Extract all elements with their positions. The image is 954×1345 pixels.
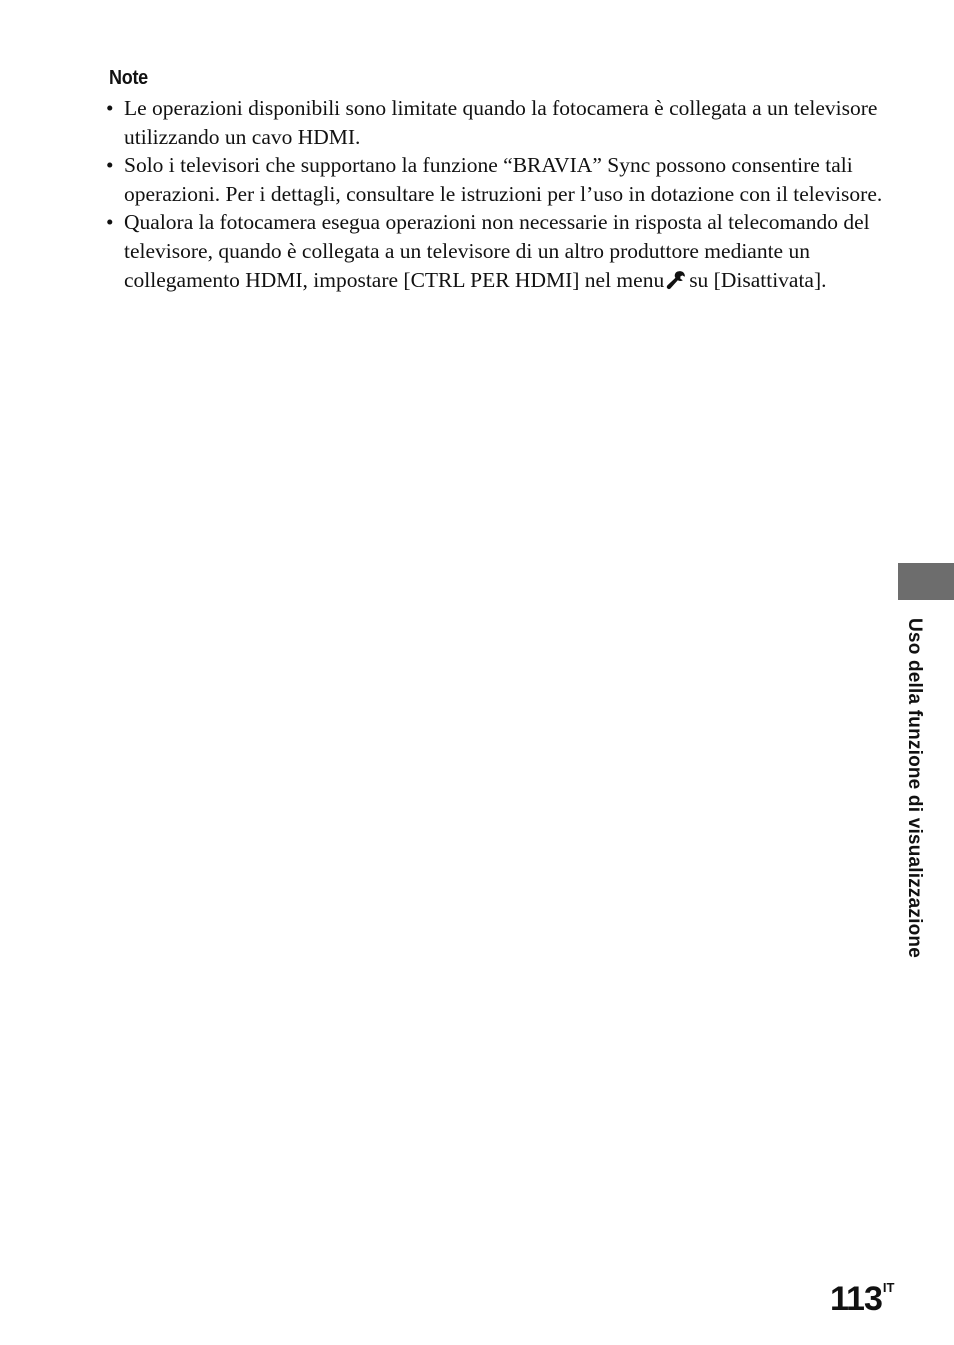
note-item [106, 208, 896, 294]
bullet-icon: • [106, 153, 114, 178]
section-label: Uso della funzione di visualizzazione [904, 618, 925, 958]
section-tab-marker [898, 563, 954, 600]
note-heading: Note [109, 67, 148, 89]
wrench-icon [666, 270, 686, 290]
page-number-value: 113 [830, 1280, 882, 1318]
note-item-text: Le operazioni disponibili sono limitate quando la fotocamera è collegata a un televisore utilizzando un cavo HDMI. [124, 96, 878, 149]
bullet-icon: • [106, 96, 114, 120]
note-item-text: Solo i televisori che supportano la funzione “BRAVIA” Sync possono consentire tali operazioni. Per i dettagli, consultare le istruzioni per l’uso in dotazione con il televisore. [124, 153, 883, 206]
note-item-text-end: su [Disattivata]. [689, 267, 827, 292]
note-item [106, 151, 896, 208]
note-item [106, 94, 896, 151]
page-language-suffix: IT [882, 1280, 895, 1295]
page-number [830, 1268, 894, 1319]
bullet-icon: • [106, 210, 114, 235]
note-item-text: Qualora la fotocamera esegua operazioni non necessarie in risposta al telecomando del televisore, quando è collegata a un televisore di un altro produttore mediante un collegamento HDMI, impostare [CTRL PER HDMI] nel menu [124, 210, 870, 292]
note-list [106, 94, 896, 294]
